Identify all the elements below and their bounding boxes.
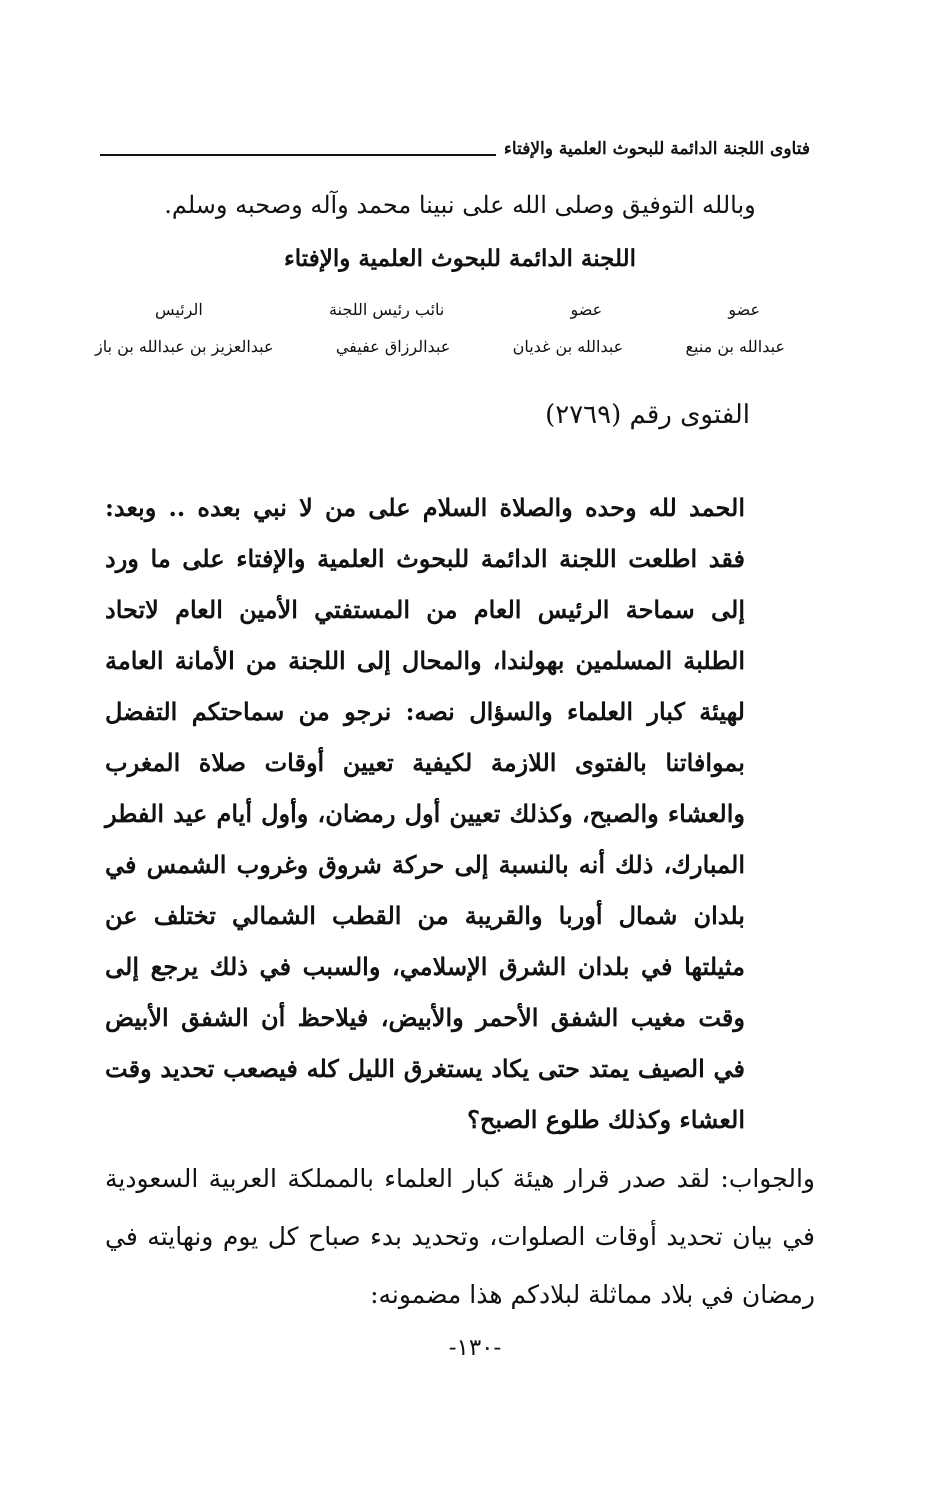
signatory-name: عبدالله بن منيع — [685, 337, 785, 356]
signatory-title: نائب رئيس اللجنة — [328, 300, 445, 319]
signatory-name: عبدالعزيز بن عبدالله بن باز — [95, 337, 274, 356]
signatory-names — [95, 337, 785, 356]
signatory-name: عبدالله بن غديان — [512, 337, 624, 356]
page-number: -١٣٠- — [448, 1335, 502, 1361]
question-paragraph: الحمد لله وحده والصلاة السلام على من لا نبي بعده .. وبعد: فقد اطلعت اللجنة الدائمة للبحوث العلمية والإفتاء على ما ورد إلى سماحة الرئيس العام من المستفتي الأمين العام لاتحاد الطلبة المسلمين بهولندا، والمحال إلى اللجنة من الأمانة العامة لهيئة كبار العلماء والسؤال نصه: نرجو من سماحتكم التفضل بموافاتنا بالفتوى اللازمة لكيفية تعيين أوقات صلاة المغرب والعشاء والصبح، وكذلك تعيين أول رمضان، وأول أيام عيد الفطر المبارك، ذلك أنه بالنسبة إلى حركة شروق وغروب الشمس في بلدان شمال أوربا والقريبة من القطب الشمالي تختلف عن مثيلتها في بلدان الشرق الإسلامي، والسبب في ذلك يرجع إلى وقت مغيب الشفق الأحمر والأبيض، فيلاحظ أن الشفق الأبيض في الصيف يمتد حتى يكاد يستغرق الليل كله فيصعب تحديد وقت العشاء وكذلك طلوع الصبح؟ — [105, 493, 745, 1134]
signatory-title: عضو — [570, 300, 603, 319]
answer-paragraph: والجواب: لقد صدر قرار هيئة كبار العلماء بالمملكة العربية السعودية في بيان تحديد أوقات الصلوات، وتحديد بدء صباح كل يوم ونهايته في رمضان في بلاد مماثلة لبلادكم هذا مضمونه: — [105, 1164, 815, 1309]
committee-name: اللجنة الدائمة للبحوث العلمية والإفتاء — [283, 245, 637, 272]
running-title: فتاوى اللجنة الدائمة للبحوث العلمية والإفتاء — [503, 139, 810, 159]
running-header — [100, 118, 810, 158]
header-rule — [100, 154, 496, 156]
signatory-titles — [95, 300, 785, 319]
closing-line: وبالله التوفيق وصلى الله على نبينا محمد وآله وصحبه وسلم. — [164, 191, 756, 219]
signatories-block — [95, 300, 785, 356]
signatory-name: عبدالرزاق عفيفي — [335, 337, 451, 356]
signatory-title: عضو — [728, 300, 760, 319]
fatwa-number: الفتوى رقم (٢٧٦٩) — [545, 400, 750, 430]
signatory-title: الرئيس — [155, 300, 203, 319]
